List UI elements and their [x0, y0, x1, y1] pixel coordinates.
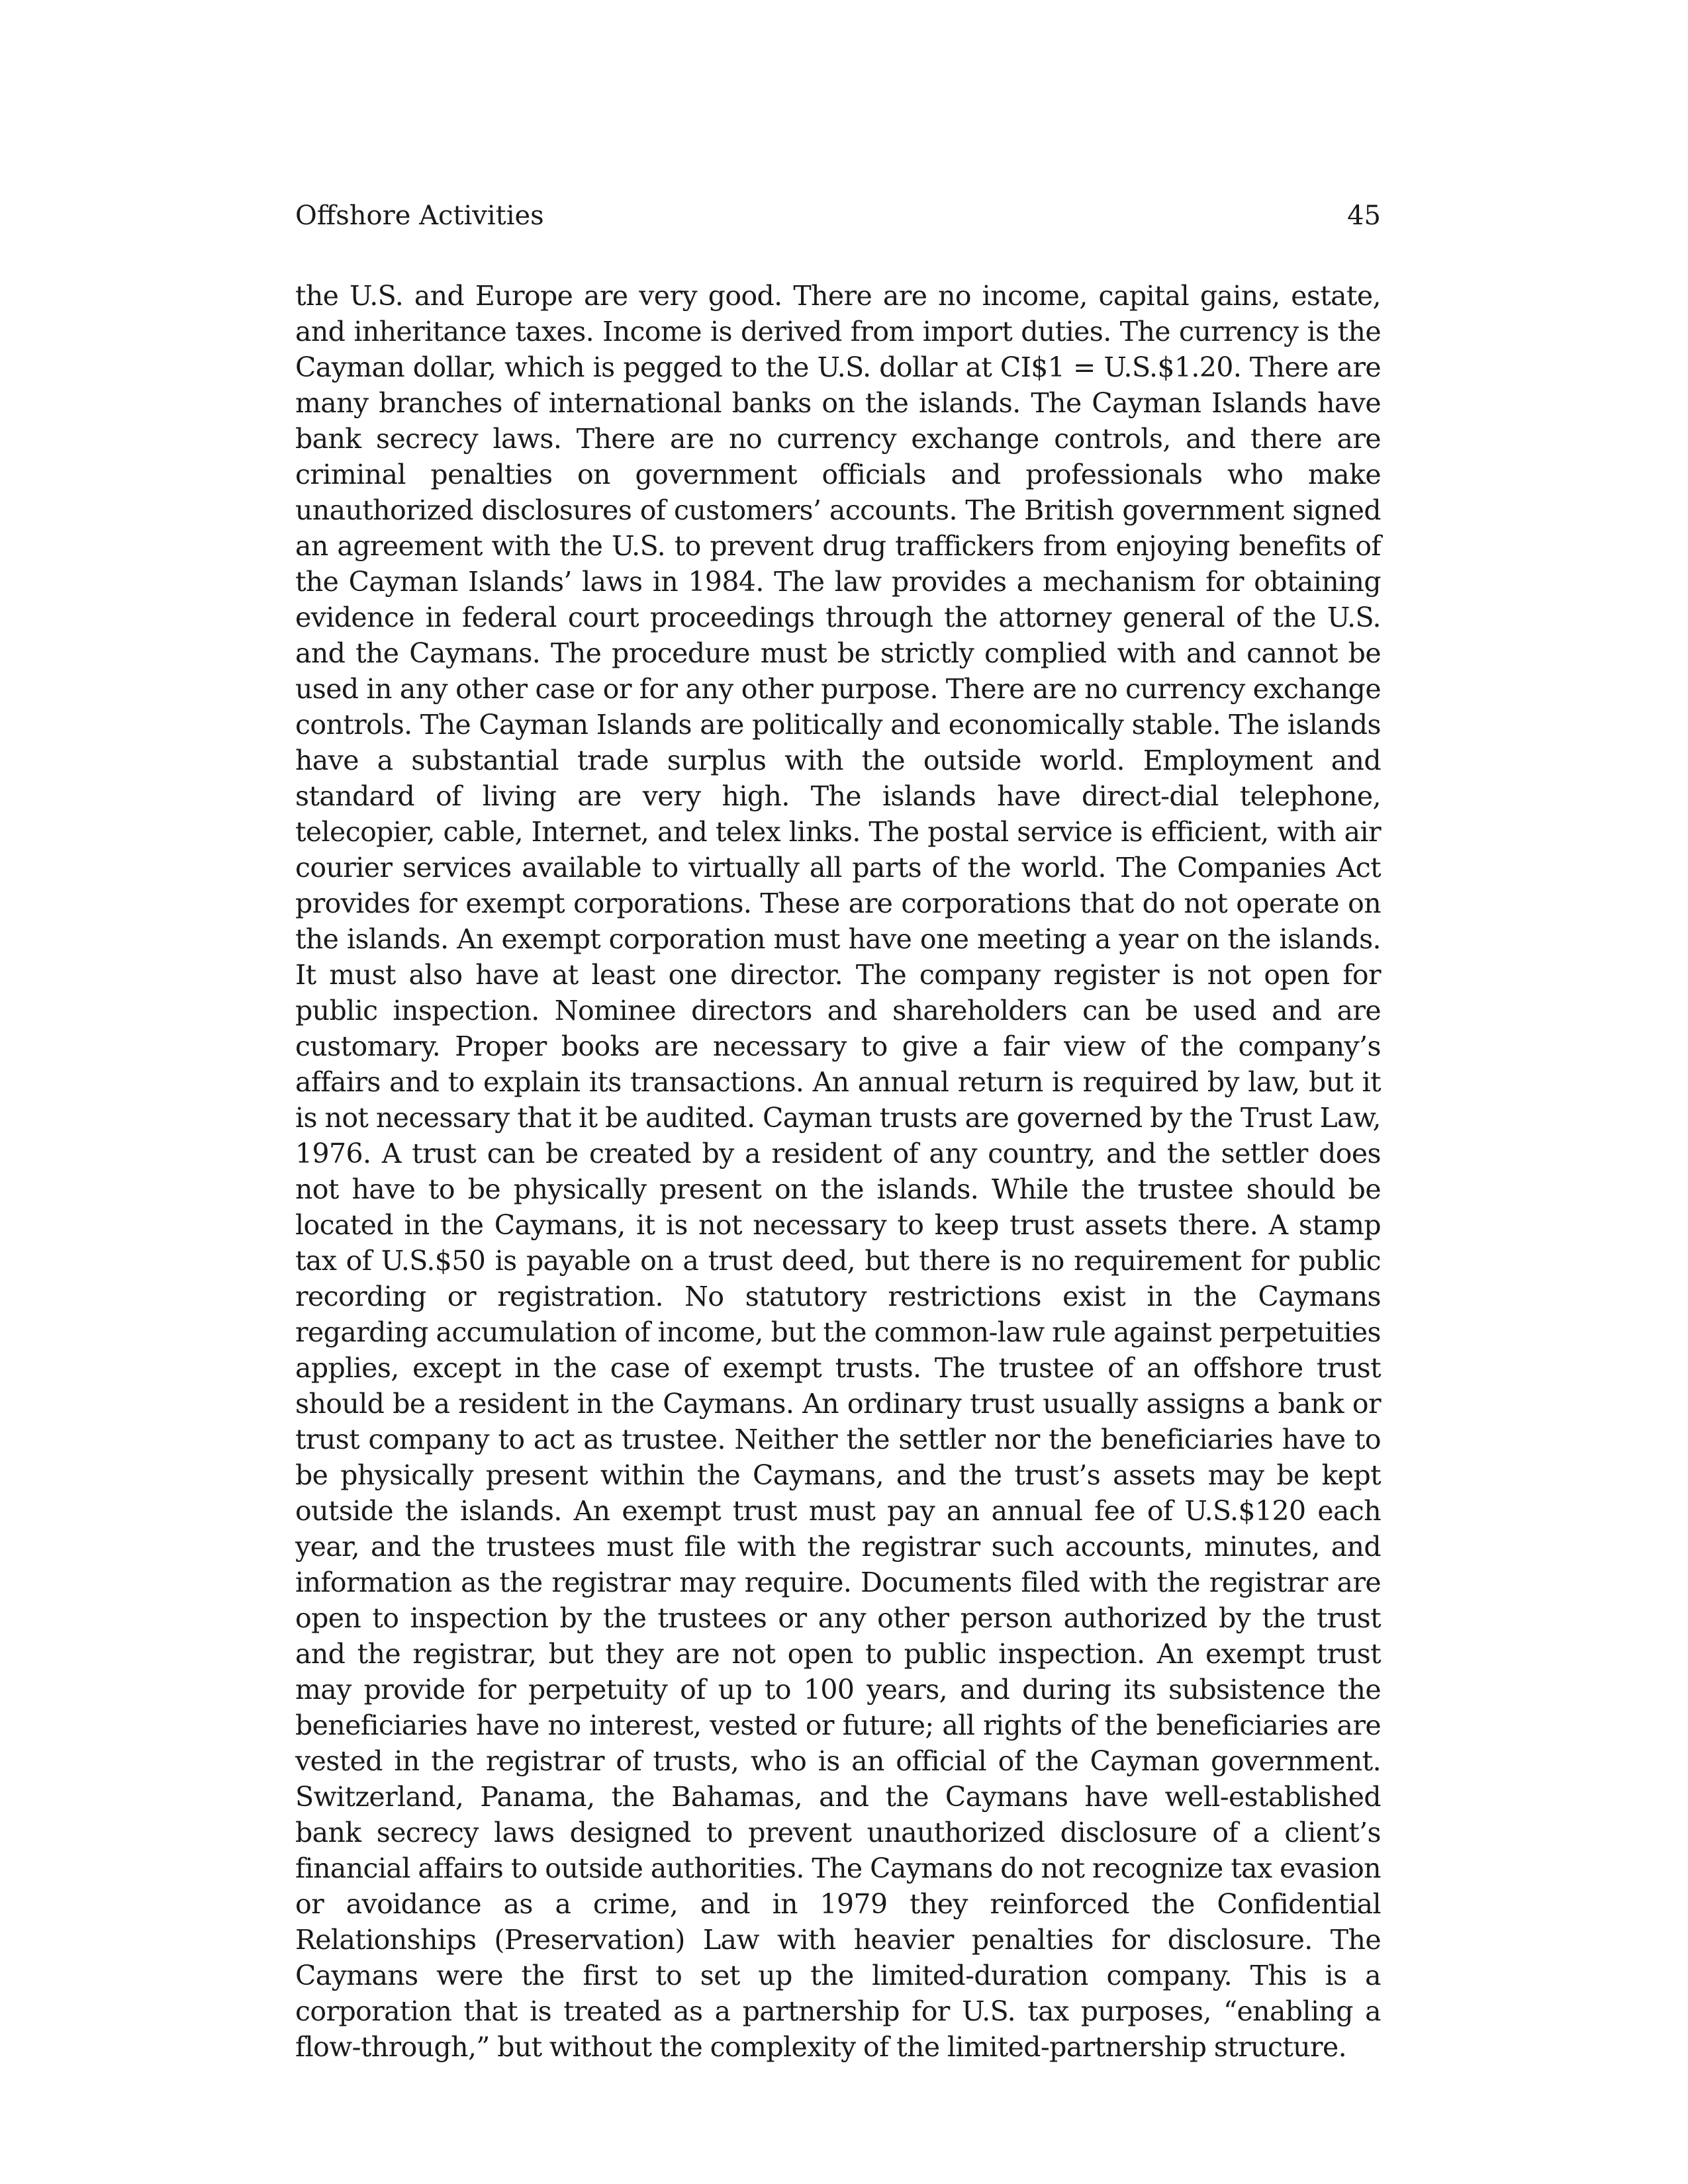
body-paragraph: the U.S. and Europe are very good. There are no income, capital gains, estate, and inheritance taxes. Income is derived from import duties. The currency is the Cayman dollar, which is pegged to the U.S. dollar at CI$1 = U.S.$1.20. There are many branches of international banks on the islands. The Cayman Islands have bank secrecy laws. There are no currency exchange controls, and there are criminal penalties on government officials and professionals who make unauthorized disclosures of customers’ accounts. The British government signed an agreement with the U.S. to prevent drug traffickers from enjoying benefits of the Cayman Islands’ laws in 1984. The law provides a mechanism for obtaining evidence in federal court proceedings through the attorney general of the U.S. and the Caymans. The procedure must be strictly complied with and cannot be used in any other case or for any other purpose. There are no currency exchange controls. The Cayman Islands are politically and economically stable. The islands have a substantial trade surplus with the outside world. Employment and standard of living are very high. The islands have direct-dial telephone, telecopier, cable, Internet, and telex links. The postal service is efficient, with air courier services available to virtually all parts of the world. The Companies Act provides for exempt corporations. These are corporations that do not operate on the islands. An exempt corporation must have one meeting a year on the islands. It must also have at least one director. The company register is not open for public inspection. Nominee directors and shareholders can be used and are customary. Proper books are necessary to give a fair view of the company’s affairs and to explain its transactions. An annual return is required by law, but it is not necessary that it be audited. Cayman trusts are governed by the Trust Law, 1976. A trust can be created by a resident of any country, and the settler does not have to be physically present on the islands. While the trustee should be located in the Caymans, it is not necessary to keep trust assets there. A stamp tax of U.S.$50 is payable on a trust deed, but there is no requirement for public recording or registration. No statutory restrictions exist in the Caymans regarding accumulation of income, but the common-law rule against perpetuities applies, except in the case of exempt trusts. The trustee of an offshore trust should be a resident in the Caymans. An ordinary trust usually assigns a bank or trust company to act as trustee. Neither the settler nor the beneficiaries have to be physically present within the Caymans, and the trust’s assets may be kept outside the islands. An exempt trust must pay an annual fee of U.S.$120 each year, and the trustees must file with the registrar such accounts, minutes, and information as the registrar may require. Documents filed with the registrar are open to inspection by the trustees or any other person authorized by the trust and the registrar, but they are not open to public inspection. An exempt trust may provide for perpetuity of up to 100 years, and during its subsistence the beneficiaries have no interest, vested or future; all rights of the beneficiaries are vested in the registrar of trusts, who is an official of the Cayman government. Switzerland, Panama, the Bahamas, and the Caymans have well-established bank secrecy laws designed to prevent unauthorized disclosure of a client’s financial affairs to outside authorities. The Caymans do not recognize tax evasion or avoidance as a crime, and in 1979 they reinforced the Confidential Relationships (Preservation) Law with heavier penalties for disclosure. The Caymans were the first to set up the limited-duration company. This is a corporation that is treated as a partnership for U.S. tax purposes, “enabling a flow-through,” but without the complexity of the limited-partnership structure. — [295, 280, 1381, 2063]
running-header — [295, 196, 1381, 236]
running-title: Offshore Activities — [295, 201, 544, 231]
page-number: 45 — [1347, 201, 1381, 231]
